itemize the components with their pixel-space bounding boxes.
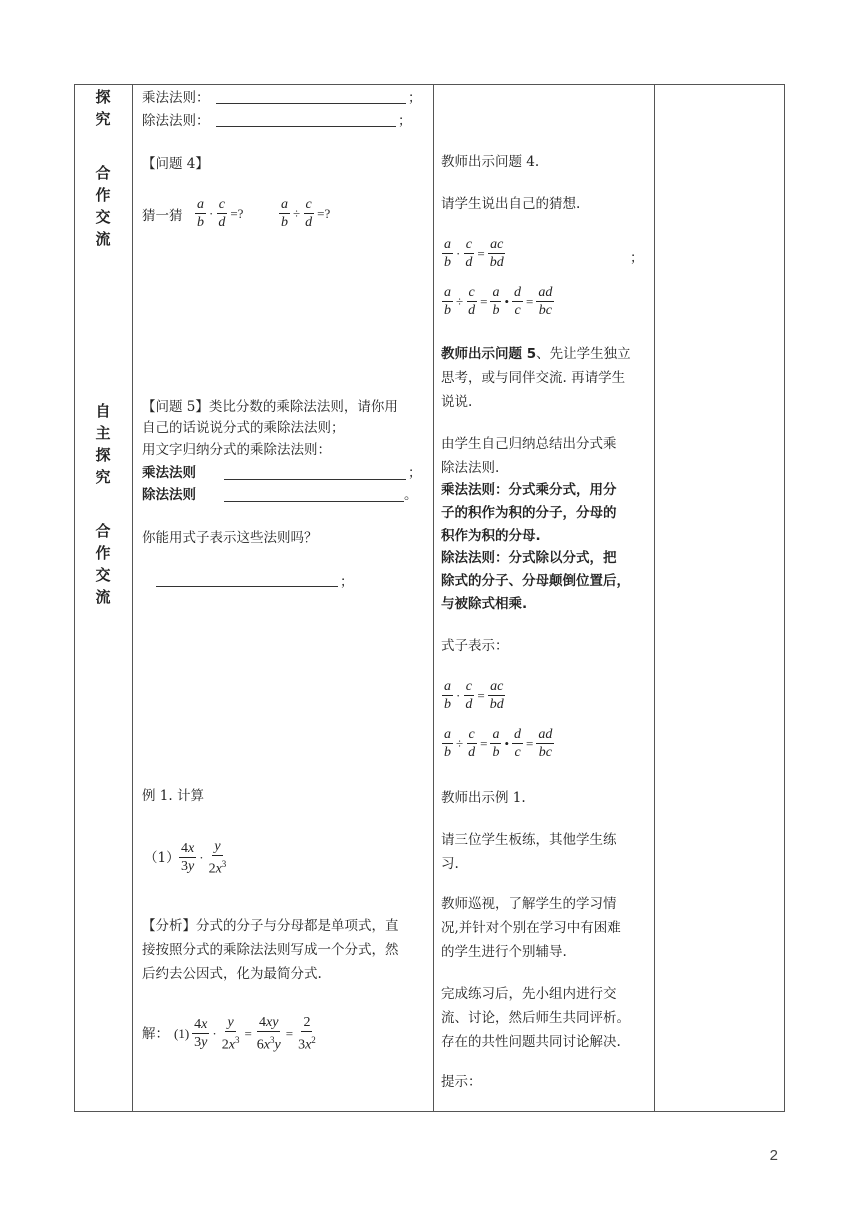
mul-rule-bold-label: 乘法法则 xyxy=(142,465,196,481)
stage-char: 合 xyxy=(95,522,111,540)
table-col-line-2 xyxy=(433,84,434,1112)
analysis-line1: 【分析】分式的分子与分母都是单项式，直 xyxy=(142,918,399,934)
div-rule-text-1: 除法法则：分式除以分式，把 xyxy=(441,550,617,566)
after-line2: 流、讨论，然后师生共同评析。 xyxy=(441,1010,630,1026)
stage-char: 探 xyxy=(95,446,111,464)
mul-rule-text-2: 子的积作为积的分子，分母的 xyxy=(441,505,617,521)
table-col-line-3 xyxy=(654,84,655,1112)
hint-label: 提示： xyxy=(441,1074,482,1090)
can-express-question: 你能用式子表示这些法则吗？ xyxy=(142,530,318,546)
div-rule-label: 除法法则： xyxy=(142,113,210,129)
teacher-q5-rest: 、先让学生独立 xyxy=(536,346,631,362)
stage-char: 究 xyxy=(95,110,111,128)
guess-div-formula: $\frac{a}{b}$ ÷ $\frac{c}{d}$ =? xyxy=(281,197,331,230)
div-rule-text-3: 与被除式相乘. xyxy=(441,596,528,612)
teacher-q5-bold: 教师出示问题 5 xyxy=(441,346,537,362)
after-line1: 完成练习后，先小组内进行交 xyxy=(441,986,617,1002)
semicolon: ； xyxy=(630,250,644,266)
summary-line1: 由学生自己归纳总结出分式乘 xyxy=(441,436,617,452)
question-4-heading: 【问题 4】 xyxy=(142,156,209,172)
semicolon: ； xyxy=(408,90,422,106)
mul-rule-blank xyxy=(216,103,406,104)
solution-expression: (1) $\frac{4x}{3y}$ · $\frac{y}{2x^3}$ = $\frac{4xy}{6x^3y}$ = $\frac{2}{3x^2}$ xyxy=(174,1015,316,1053)
div-formula-expressed: $\frac{a}{b}$ ÷ $\frac{c}{d}$ = $\frac{a}{b}$ • $\frac{d}{c}$ = $\frac{ad}{bc}$ xyxy=(444,727,553,760)
ask-student-guess: 请学生说出自己的猜想. xyxy=(441,196,581,212)
mul-rule-label: 乘法法则： xyxy=(142,90,210,106)
page-number: 2 xyxy=(769,1147,778,1164)
stage-char: 流 xyxy=(95,588,111,606)
table-top-border xyxy=(74,84,785,85)
question-5-line2: 自己的话说说分式的乘除法法则； xyxy=(142,420,345,436)
stage-char: 作 xyxy=(95,544,111,562)
table-bottom-border xyxy=(74,1111,785,1112)
analysis-line3: 后约去公因式，化为最简分式. xyxy=(142,966,322,982)
teacher-shows-ex1: 教师出示例 1. xyxy=(441,790,526,806)
div-rule-blank xyxy=(216,126,396,127)
patrol-line2: 况,并针对个别在学习中有困难 xyxy=(441,920,621,936)
div-rule-text-2: 除式的分子、分母颠倒位置后， xyxy=(441,573,630,589)
patrol-line1: 教师巡视，了解学生的学习情 xyxy=(441,896,617,912)
stage-char: 合 xyxy=(95,164,111,182)
example-1-number: （1） xyxy=(144,850,180,866)
question-5-line3: 用文字归纳分式的乘除法法则： xyxy=(142,442,331,458)
mul-rule-text-3: 积作为积的分母. xyxy=(441,528,541,544)
stage-label-top xyxy=(74,86,132,250)
example-1-expression: $\frac{4x}{3y}$ · $\frac{y}{2x^3}$ xyxy=(181,839,227,877)
formula-blank xyxy=(156,586,338,587)
mul-rule-blank-2 xyxy=(224,479,406,480)
teacher-q5-line3: 说说. xyxy=(441,394,473,410)
div-formula-answer: $\frac{a}{b}$ ÷ $\frac{c}{d}$ = $\frac{a}{b}$ • $\frac{d}{c}$ = $\frac{ad}{bc}$ xyxy=(444,285,553,318)
stage-char: 交 xyxy=(95,208,111,226)
formula-label: 式子表示： xyxy=(441,638,509,654)
stage-char: 自 xyxy=(95,402,111,420)
analysis-line2: 接按照分式的乘除法法则写成一个分式，然 xyxy=(142,942,399,958)
guess-label: 猜一猜 xyxy=(142,208,183,224)
stage-char: 流 xyxy=(95,230,111,248)
mul-formula-expressed: $\frac{a}{b}$ · $\frac{c}{d}$ = $\frac{ac}{bd}$ xyxy=(444,679,504,712)
stage-char: 究 xyxy=(95,468,111,486)
board-practice-2: 习. xyxy=(441,856,459,872)
stage-char: 探 xyxy=(95,88,111,106)
question-5-line1: 【问题 5】类比分数的乘除法法则，请你用 xyxy=(142,399,398,415)
teacher-q5-line2: 思考，或与同伴交流. 再请学生 xyxy=(441,370,626,386)
mul-formula-answer: $\frac{a}{b}$ · $\frac{c}{d}$ = $\frac{ac}{bd}$ xyxy=(444,237,504,270)
semicolon: ； xyxy=(340,574,354,590)
teacher-shows-q4: 教师出示问题 4. xyxy=(441,154,540,170)
after-line3: 存在的共性问题共同讨论解决. xyxy=(441,1034,621,1050)
div-rule-bold-label: 除法法则 xyxy=(142,487,196,503)
stage-label-bottom xyxy=(74,400,132,608)
table-col-line-4 xyxy=(784,84,785,1112)
table-col-line-1 xyxy=(132,84,133,1112)
board-practice-1: 请三位学生板练，其他学生练 xyxy=(441,832,617,848)
semicolon: ； xyxy=(408,465,422,481)
patrol-line3: 的学生进行个别辅导. xyxy=(441,944,567,960)
solution-label: 解： xyxy=(142,1026,169,1042)
stage-char: 作 xyxy=(95,186,111,204)
stage-char: 交 xyxy=(95,566,111,584)
mul-rule-text-1: 乘法法则：分式乘分式，用分 xyxy=(441,482,617,498)
teacher-shows-q5 xyxy=(441,344,631,364)
div-rule-blank-2 xyxy=(224,501,404,502)
period: 。 xyxy=(404,487,418,503)
guess-mul-formula: $\frac{a}{b}$ · $\frac{c}{d}$ =? xyxy=(197,197,244,230)
semicolon: ； xyxy=(398,113,412,129)
example-1-heading: 例 1. 计算 xyxy=(142,788,204,804)
stage-char: 主 xyxy=(95,424,111,442)
summary-line2: 除法法则. xyxy=(441,460,500,476)
